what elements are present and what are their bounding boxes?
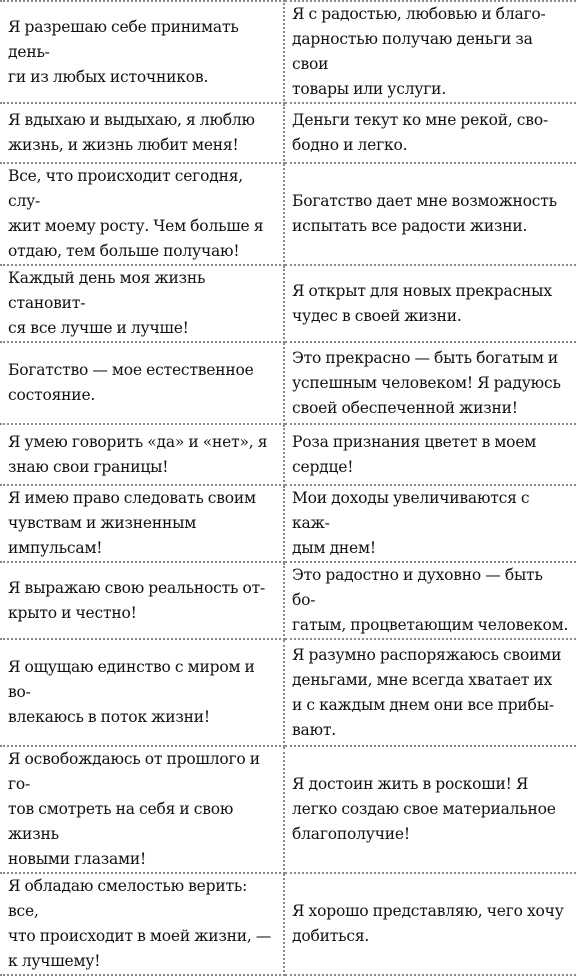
table-row	[0, 424, 576, 485]
affirmation-cell-right: Мои доходы увеличиваются с каж- дым днем!	[284, 485, 576, 562]
table-row	[0, 342, 576, 424]
affirmation-cell-left: Я освобождаюсь от прошлого и го- тов смотреть на себя и свою жизнь новыми глазами!	[0, 746, 284, 873]
affirmation-cell-right: Я открыт для новых прекрасных чудес в своей жизни.	[284, 265, 576, 342]
affirmation-cell-left: Я имею право следовать своим чувствам и жизненным импульсам!	[0, 485, 284, 562]
affirmation-cell-left: Я ощущаю единство с миром и во- влекаюсь в поток жизни!	[0, 639, 284, 746]
affirmation-cell-right: Я разумно распоряжаюсь своими деньгами, мне всегда хватает их и с каждым днем они все прибы- вают.	[284, 639, 576, 746]
table-row	[0, 562, 576, 639]
table-row	[0, 639, 576, 746]
affirmation-cell-right: Я хорошо представляю, чего хочу добиться.	[284, 873, 576, 975]
affirmation-cell-left: Я вдыхаю и выдыхаю, я люблю жизнь, и жизнь любит меня!	[0, 103, 284, 163]
affirmation-cell-right: Это радостно и духовно — быть бо- гатым, процветающим человеком.	[284, 562, 576, 639]
table-row	[0, 485, 576, 562]
affirmation-cell-left: Богатство — мое естественное состояние.	[0, 342, 284, 424]
affirmation-cell-right: Это прекрасно — быть богатым и успешным человеком! Я радуюсь своей обеспеченной жизни!	[284, 342, 576, 424]
table-row	[0, 265, 576, 342]
affirmation-cell-right: Роза признания цветет в моем сердце!	[284, 424, 576, 485]
table-row	[0, 163, 576, 265]
table-row	[0, 873, 576, 975]
table-row	[0, 1, 576, 103]
affirmation-cell-left: Каждый день моя жизнь становит- ся все лучше и лучше!	[0, 265, 284, 342]
affirmation-cell-left: Я разрешаю себе принимать день- ги из любых источников.	[0, 1, 284, 103]
affirmation-cell-left: Я обладаю смелостью верить: все, что происходит в моей жизни, — к лучшему!	[0, 873, 284, 975]
affirmation-cell-right: Богатство дает мне возможность испытать все радости жизни.	[284, 163, 576, 265]
affirmation-cell-right: Я достоин жить в роскоши! Я легко создаю свое материальное благополучие!	[284, 746, 576, 873]
affirmation-cell-left: Я умею говорить «да» и «нет», я знаю свои границы!	[0, 424, 284, 485]
affirmation-cell-right: Деньги текут ко мне рекой, сво- бодно и легко.	[284, 103, 576, 163]
affirmation-cell-left: Я выражаю свою реальность от- крыто и честно!	[0, 562, 284, 639]
table-row	[0, 103, 576, 163]
affirmation-cell-left: Все, что происходит сегодня, слу- жит моему росту. Чем больше я отдаю, тем больше получаю!	[0, 163, 284, 265]
affirmation-cell-right: Я с радостью, любовью и благо- дарностью получаю деньги за свои товары или услуги.	[284, 1, 576, 103]
table-row	[0, 746, 576, 873]
